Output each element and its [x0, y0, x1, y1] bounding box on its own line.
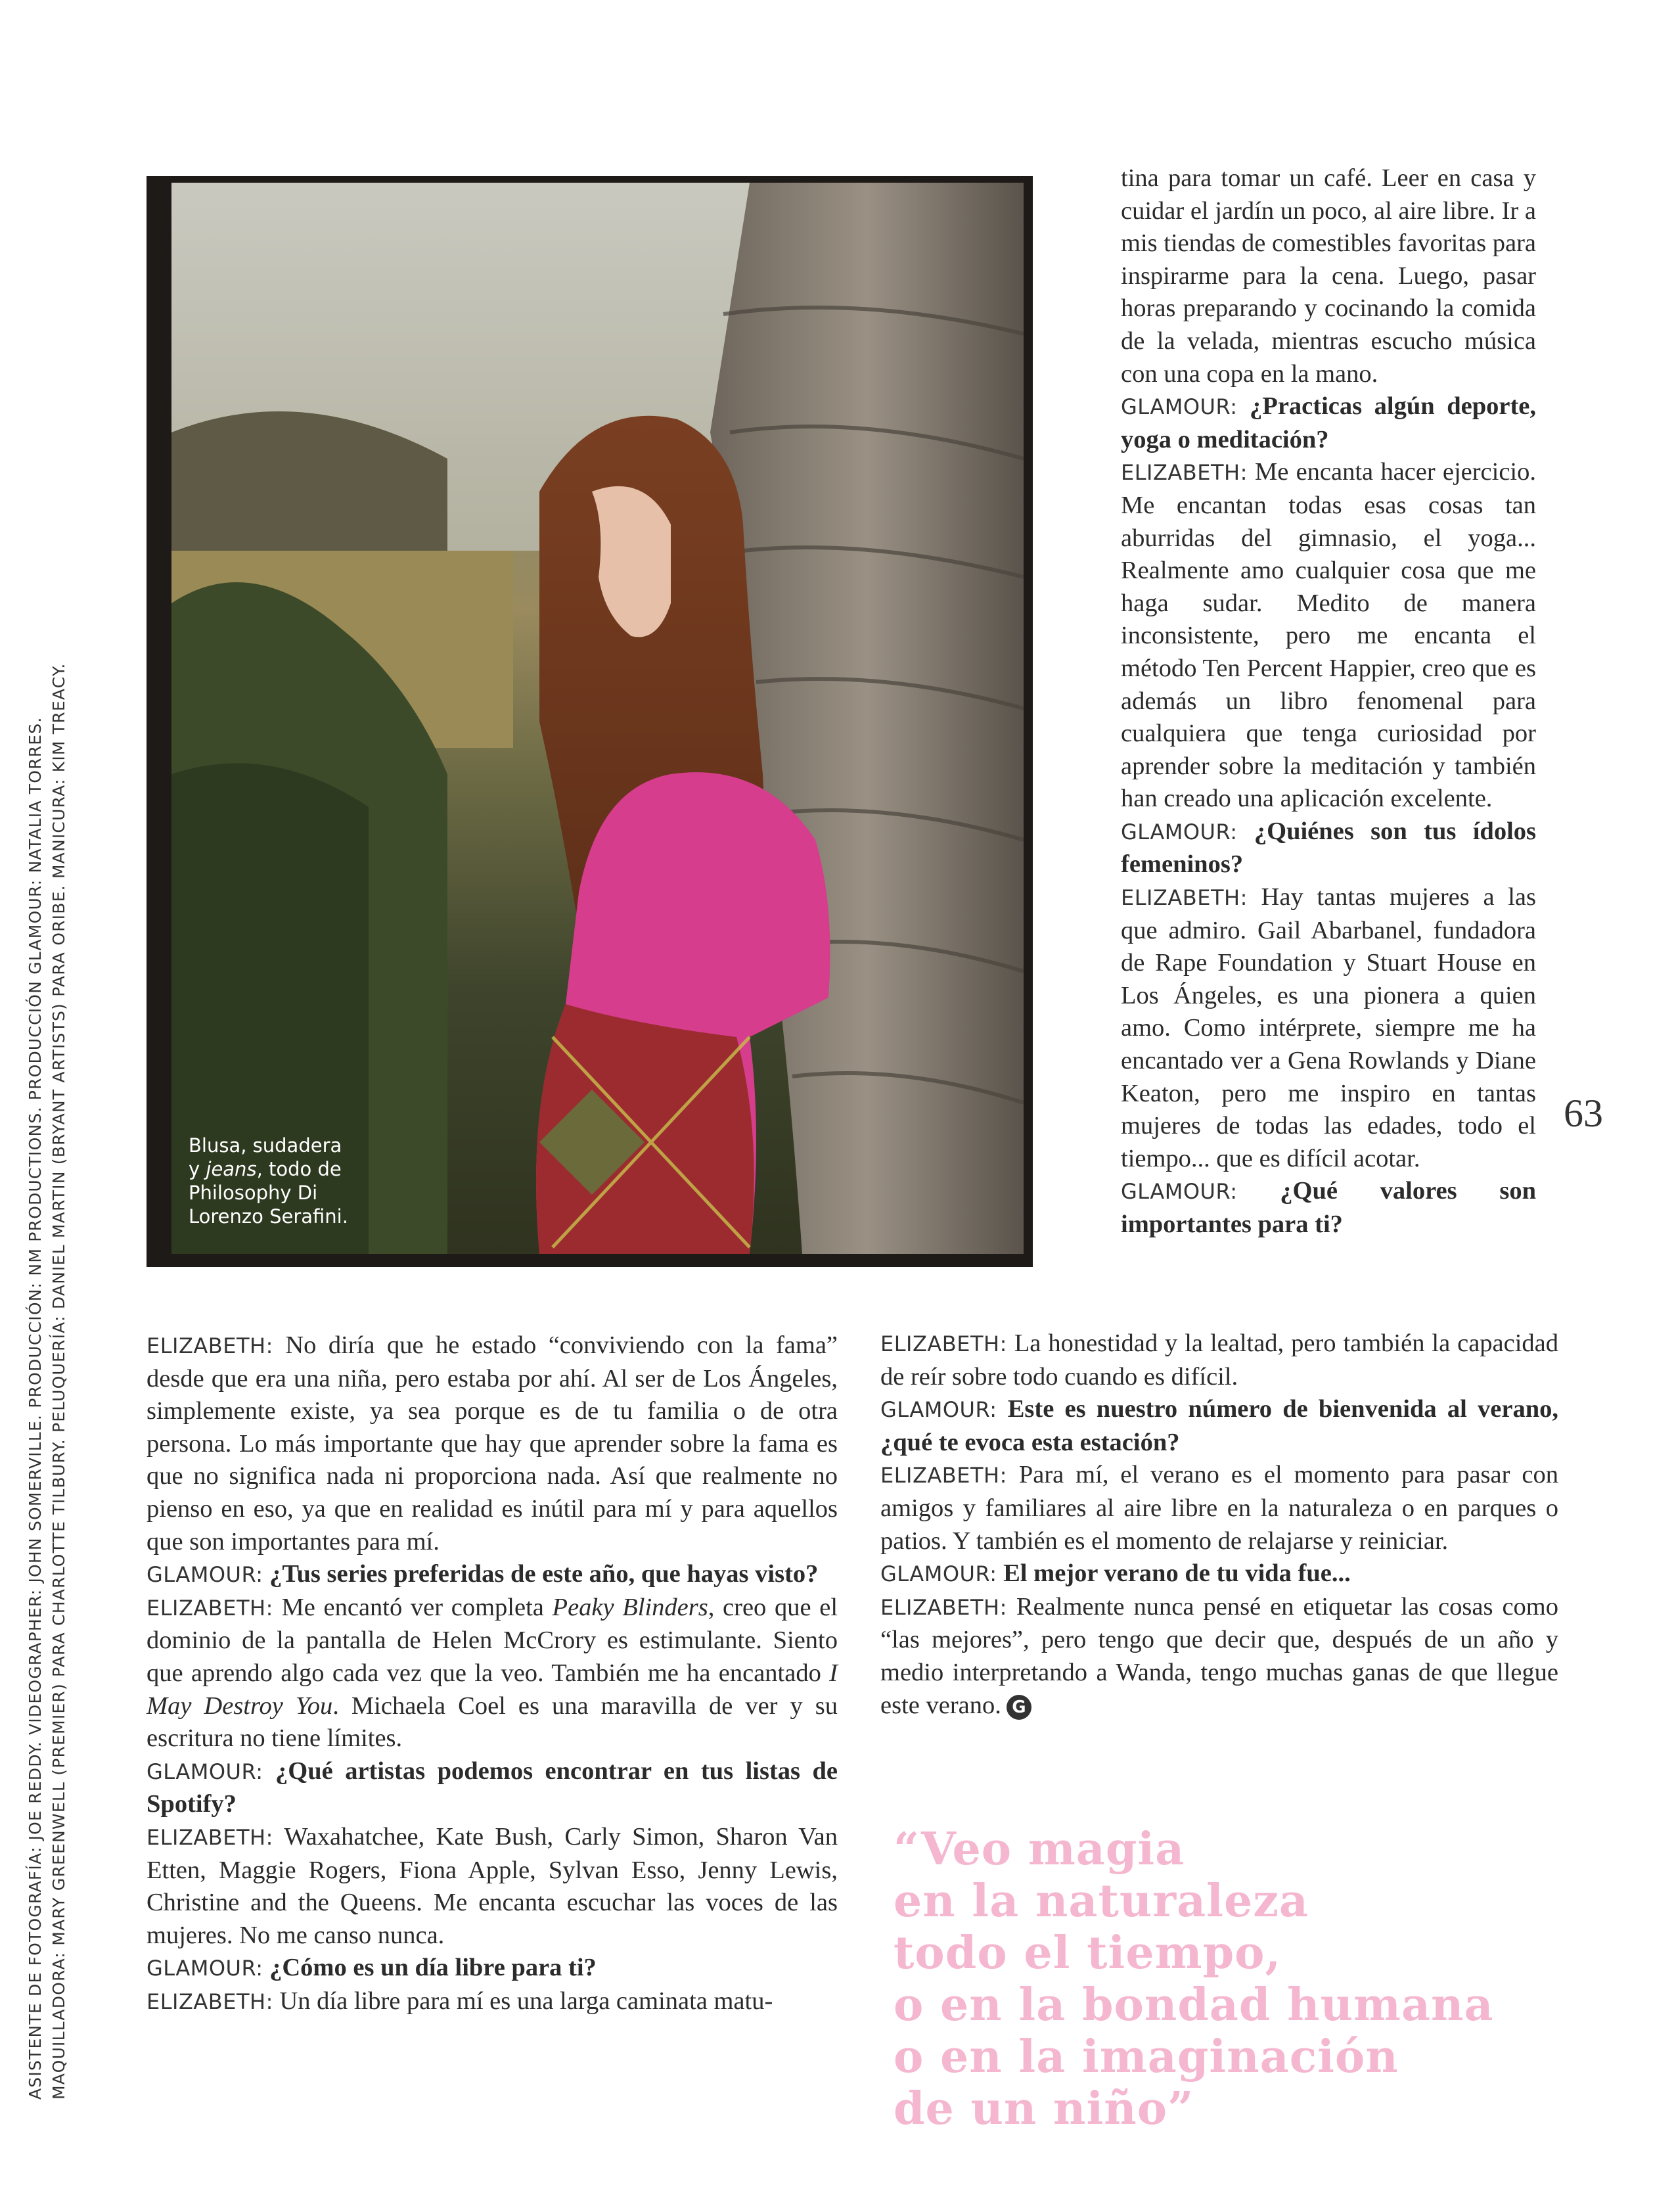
- glamour-end-mark-icon: G: [1007, 1695, 1031, 1720]
- credits-line-2: MAQUILLADORA: MARY GREENWELL (PREMIER) PARA CHARLOTTE TILBURY. PELUQUERÍA: DANIEL MARTIN (BRYANT ARTISTS) PARA ORIBE. MANICURA: KIM TREACY.: [49, 662, 68, 2100]
- question: GLAMOUR: ¿Qué valores son importantes para ti?: [1121, 1177, 1536, 1238]
- caption-line: Lorenzo Serafini.: [189, 1205, 348, 1228]
- caption-line: y jeans, todo de: [189, 1158, 342, 1180]
- question: GLAMOUR: El mejor verano de tu vida fue...: [880, 1559, 1351, 1588]
- photo-image-area: [171, 183, 1024, 1254]
- pull-quote-line: o en la imaginación: [894, 2031, 1399, 2083]
- photo-illustration: [171, 183, 1024, 1254]
- pull-quote: [894, 1824, 1649, 2135]
- pull-quote-line: de un niño”: [894, 2083, 1194, 2135]
- paragraph: ELIZABETH: Un día libre para mí es una larga caminata matu-: [147, 1987, 773, 2015]
- paragraph: tina para tomar un café. Leer en casa y cuidar el jardín un poco, al aire libre. Ir a mis tiendas de comestibles favoritas para inspirarme para la cena. Luego, pasar horas preparando y cocinando la comida de la velada, mientras escucho música con una copa en la mano.: [1121, 164, 1536, 388]
- paragraph: ELIZABETH: Hay tantas mujeres a las que admiro. Gail Abarbanel, fundadora de Rape Foundation y Stuart House en Los Ángeles, es una pionera a quien amo. Como intérprete, siempre me ha encantado ver a Gena Rowlands y Diane Keaton, pero me inspiro en tantas mujeres de todas las edades, todo el tiempo... que es difícil acotar.: [1121, 883, 1536, 1172]
- paragraph: ELIZABETH: No diría que he estado “conviviendo con la fama” desde que era una niña, pero estaba por ahí. Al ser de Los Ángeles, simplemente existe, ya sea porque es de tu familia o de otra persona. Lo más importante que hay que aprender sobre la fama es que no significa nada ni proporciona nada. Así que realmente no pienso en eso, ya que en realidad es inútil para mí y para aquellos que son importantes para mí.: [147, 1331, 838, 1555]
- paragraph: ELIZABETH: Realmente nunca pensé en etiquetar las cosas como “las mejores”, pero tengo que decir que, después de un año y medio interpretando a Wanda, tengo muchas ganas de que llegue este verano. G: [880, 1592, 1558, 1719]
- question: GLAMOUR: ¿Quiénes son tus ídolos femeninos?: [1121, 817, 1536, 879]
- page-number: 63: [1564, 1092, 1603, 1135]
- photo-caption: [189, 1134, 399, 1228]
- question: GLAMOUR: ¿Qué artistas podemos encontrar en tus listas de Spotify?: [147, 1757, 838, 1818]
- paragraph: ELIZABETH: Waxahatchee, Kate Bush, Carly Simon, Sharon Van Etten, Maggie Rogers, Fiona Apple, Sylvan Esso, Jenny Lewis, Christine and the Queens. Me encanta escuchar las voces de las mujeres. No me canso nunca.: [147, 1822, 838, 1949]
- paragraph: ELIZABETH: Me encanta hacer ejercicio. Me encantan todas esas cosas tan aburridas del gimnasio, el yoga... Realmente amo cualquier cosa que me haga sudar. Medito de manera inconsistente, pero me encanta el método Ten Percent Happier, creo que es además un libro fenomenal para cualquiera que tenga curiosidad por aprender sobre la meditación y también han creado una aplicación excelente.: [1121, 458, 1536, 813]
- caption-line: Philosophy Di: [189, 1182, 318, 1204]
- paragraph: ELIZABETH: Para mí, el verano es el momento para pasar con amigos y familiares al aire libre en la naturaleza o en parques o patios. Y también es el momento de relajarse y reiniciar.: [880, 1461, 1558, 1555]
- pull-quote-line: todo el tiempo,: [894, 1927, 1282, 1979]
- credits-line-1: ASISTENTE DE FOTOGRAFÍA: JOE REDDY. VIDEOGRAPHER: JOHN SOMERVILLE. PRODUCCIÓN: NM PRODUCTIONS. PRODUCCIÓN GLAMOUR: NATALIA TORRES.: [26, 716, 45, 2100]
- right-column-text: [1121, 162, 1536, 1241]
- pull-quote-line: en la naturaleza: [894, 1875, 1309, 1927]
- left-column-text: [147, 1329, 838, 2018]
- caption-line: Blusa, sudadera: [189, 1134, 342, 1157]
- paragraph: ELIZABETH: Me encantó ver completa Peaky Blinders, creo que el dominio de la pantalla de Helen McCrory es estimulante. Siento que aprendo algo cada vez que la veo. También me ha encantado I May Destroy You. Michaela Coel es una maravilla de ver y su escritura no tiene límites.: [147, 1593, 838, 1753]
- photo-credits: [24, 614, 71, 2100]
- question: GLAMOUR: ¿Tus series preferidas de este año, que hayas visto?: [147, 1560, 819, 1588]
- bottom-right-column-text: [880, 1327, 1558, 1722]
- question: GLAMOUR: ¿Cómo es un día libre para ti?: [147, 1954, 597, 1982]
- paragraph: ELIZABETH: La honestidad y la lealtad, pero también la capacidad de reír sobre todo cuando es difícil.: [880, 1329, 1558, 1391]
- question: GLAMOUR: ¿Practicas algún deporte, yoga o meditación?: [1121, 392, 1536, 453]
- pull-quote-line: “Veo magia: [894, 1823, 1185, 1876]
- question: GLAMOUR: Este es nuestro número de bienvenida al verano, ¿qué te evoca esta estación?: [880, 1395, 1558, 1456]
- portrait-photo: [147, 176, 1033, 1267]
- pull-quote-line: o en la bondad humana: [894, 1979, 1494, 2031]
